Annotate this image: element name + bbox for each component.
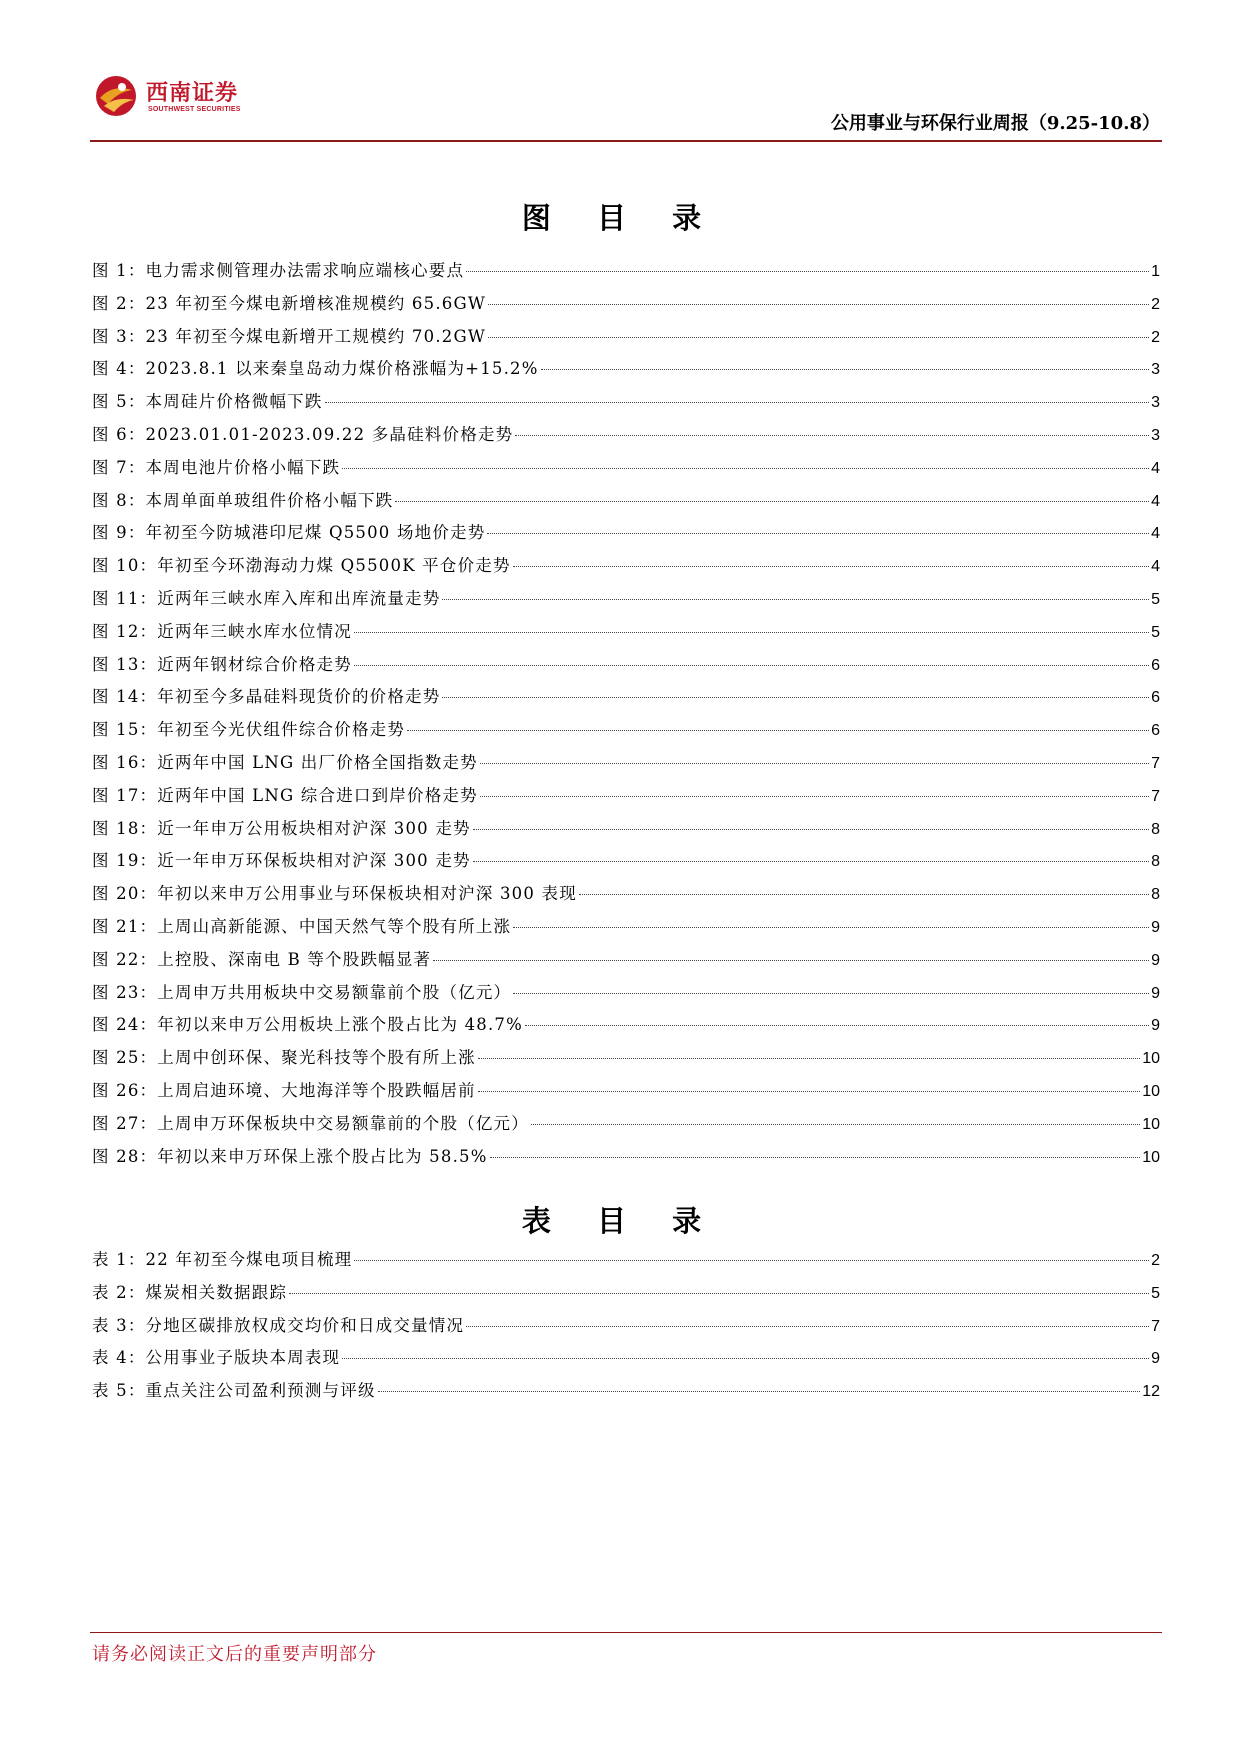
footer-notice: 请务必阅读正文后的重要声明部分	[92, 1644, 377, 1665]
figures-toc-entry[interactable]	[92, 452, 1160, 485]
toc-page-number[interactable]: 8	[1151, 853, 1160, 871]
toc-entry-label[interactable]: 表 5：重点关注公司盈利预测与评级	[92, 1381, 376, 1401]
toc-page-number[interactable]: 4	[1151, 558, 1160, 576]
header-divider	[90, 140, 1162, 142]
toc-leader-dots	[480, 762, 1149, 764]
toc-leader-dots	[480, 795, 1149, 797]
toc-leader-dots	[466, 1325, 1149, 1327]
toc-leader-dots	[466, 270, 1149, 272]
toc-page-number[interactable]: 8	[1151, 886, 1160, 904]
toc-entry-label[interactable]: 图 23：上周申万共用板块中交易额靠前个股（亿元）	[92, 982, 512, 1002]
toc-leader-dots	[488, 336, 1149, 338]
figures-toc-entry[interactable]	[92, 353, 1160, 386]
toc-page-number[interactable]: 7	[1151, 1317, 1160, 1335]
toc-leader-dots	[513, 926, 1149, 928]
toc-leader-dots	[515, 434, 1149, 436]
tables-toc-entry[interactable]	[92, 1277, 1160, 1310]
figures-toc-entry[interactable]	[92, 288, 1160, 321]
tables-toc-entry[interactable]	[92, 1244, 1160, 1277]
toc-entry-label[interactable]: 图 12：近两年三峡水库水位情况	[92, 621, 352, 641]
tables-toc-list	[92, 1244, 1160, 1408]
logo-chinese-name: 西南证券	[146, 80, 239, 106]
toc-leader-dots	[395, 500, 1149, 502]
toc-page-number[interactable]: 6	[1151, 656, 1160, 674]
figures-toc-entry[interactable]	[92, 1075, 1160, 1108]
tables-toc-entry[interactable]	[92, 1375, 1160, 1408]
footer-divider	[90, 1632, 1162, 1633]
toc-entry-label[interactable]: 图 11：近两年三峡水库入库和出库流量走势	[92, 588, 441, 608]
toc-leader-dots	[473, 860, 1149, 862]
toc-leader-dots	[490, 1156, 1141, 1158]
toc-entry-label[interactable]: 表 3：分地区碳排放权成交均价和日成交量情况	[92, 1315, 465, 1335]
toc-leader-dots	[478, 1057, 1140, 1059]
figures-toc-entry[interactable]	[92, 813, 1160, 846]
toc-entry-label[interactable]: 图 5：本周硅片价格微幅下跌	[92, 392, 323, 412]
toc-page-number[interactable]: 7	[1151, 787, 1160, 805]
toc-entry-label[interactable]: 表 2：煤炭相关数据跟踪	[92, 1282, 288, 1302]
toc-entry-label[interactable]: 图 1：电力需求侧管理办法需求响应端核心要点	[92, 261, 465, 280]
toc-entry-label[interactable]: 图 2：23 年初至今煤电新增核准规模约 65.6GW	[92, 293, 487, 313]
toc-leader-dots	[407, 729, 1149, 731]
toc-entry-label[interactable]: 表 4：公用事业子版块本周表现	[92, 1348, 341, 1368]
toc-page-number[interactable]: 2	[1151, 1252, 1160, 1269]
toc-page-number[interactable]: 4	[1151, 459, 1160, 477]
figures-toc-entry[interactable]	[92, 616, 1160, 649]
toc-entry-label[interactable]: 图 24：年初以来申万公用板块上涨个股占比为 48.7%	[92, 1015, 524, 1035]
toc-leader-dots	[442, 598, 1149, 600]
figures-toc-entry[interactable]	[92, 714, 1160, 747]
toc-entry-label[interactable]: 图 10：年初至今环渤海动力煤 Q5500K 平仓价走势	[92, 556, 511, 576]
toc-page-number[interactable]: 9	[1151, 1017, 1160, 1035]
toc-leader-dots	[289, 1292, 1149, 1294]
figures-toc-entry[interactable]	[92, 255, 1160, 288]
figures-toc-entry[interactable]	[92, 747, 1160, 780]
figures-toc-entry[interactable]	[92, 550, 1160, 583]
figures-toc-list	[92, 255, 1160, 1173]
toc-entry-label[interactable]: 图 4：2023.8.1 以来秦皇岛动力煤价格涨幅为+15.2%	[92, 359, 539, 379]
logo-emblem-icon	[94, 74, 138, 118]
toc-entry-label[interactable]: 图 3：23 年初至今煤电新增开工规模约 70.2GW	[92, 326, 487, 346]
figures-toc-entry[interactable]	[92, 517, 1160, 550]
toc-leader-dots	[354, 631, 1149, 633]
toc-page-number[interactable]: 3	[1151, 394, 1160, 412]
figures-toc-entry[interactable]	[92, 419, 1160, 452]
toc-leader-dots	[473, 828, 1149, 830]
toc-entry-label[interactable]: 图 19：近一年申万环保板块相对沪深 300 走势	[92, 851, 471, 871]
toc-page-number[interactable]: 12	[1142, 1383, 1160, 1401]
toc-page-number[interactable]: 5	[1151, 590, 1160, 608]
toc-page-number[interactable]: 3	[1151, 361, 1160, 379]
toc-leader-dots	[513, 565, 1149, 567]
tables-toc-entry[interactable]	[92, 1310, 1160, 1343]
toc-leader-dots	[513, 992, 1149, 994]
toc-leader-dots	[478, 1090, 1140, 1092]
toc-leader-dots	[378, 1390, 1141, 1392]
toc-leader-dots	[531, 1123, 1140, 1125]
toc-entry-label[interactable]: 图 20：年初以来申万公用事业与环保板块相对沪深 300 表现	[92, 884, 577, 904]
toc-entry-label[interactable]: 图 15：年初至今光伏组件综合价格走势	[92, 720, 406, 740]
toc-page-number[interactable]: 5	[1151, 623, 1160, 641]
figures-toc-entry[interactable]	[92, 977, 1160, 1010]
toc-entry-label[interactable]: 图 9：年初至今防城港印尼煤 Q5500 场地价走势	[92, 523, 486, 543]
figures-toc-entry[interactable]	[92, 386, 1160, 419]
toc-entry-label[interactable]: 图 27：上周申万环保板块中交易额靠前的个股（亿元）	[92, 1113, 529, 1133]
toc-page-number[interactable]: 4	[1151, 492, 1160, 510]
toc-leader-dots	[579, 893, 1149, 895]
toc-page-number[interactable]: 9	[1151, 918, 1160, 936]
toc-leader-dots	[488, 303, 1149, 305]
figures-toc-entry[interactable]	[92, 583, 1160, 616]
figures-toc-entry[interactable]	[92, 1141, 1160, 1174]
toc-page-number[interactable]: 2	[1151, 295, 1160, 313]
toc-entry-label[interactable]: 图 18：近一年申万公用板块相对沪深 300 走势	[92, 818, 471, 838]
toc-page-number[interactable]: 10	[1142, 1148, 1160, 1166]
page-header	[90, 70, 1162, 142]
toc-leader-dots	[541, 368, 1149, 370]
toc-page-number[interactable]: 10	[1142, 1082, 1160, 1100]
toc-page-number[interactable]: 9	[1151, 984, 1160, 1002]
toc-page-number[interactable]: 10	[1142, 1115, 1160, 1133]
toc-page-number[interactable]: 9	[1151, 951, 1160, 969]
toc-leader-dots	[342, 467, 1149, 469]
toc-page-number[interactable]: 1	[1151, 263, 1160, 280]
toc-page-number[interactable]: 3	[1151, 426, 1160, 444]
toc-entry-label[interactable]: 图 21：上周山高新能源、中国天然气等个股有所上涨	[92, 916, 512, 936]
company-logo	[94, 74, 264, 128]
toc-leader-dots	[487, 532, 1149, 534]
toc-leader-dots	[433, 959, 1149, 961]
toc-leader-dots	[525, 1024, 1149, 1026]
logo-english-name: SOUTHWEST SECURITIES	[148, 106, 241, 113]
toc-page-number[interactable]: 8	[1151, 820, 1160, 838]
toc-leader-dots	[442, 696, 1149, 698]
figures-toc-entry[interactable]	[92, 780, 1160, 813]
toc-entry-label[interactable]: 表 1：22 年初至今煤电项目梳理	[92, 1250, 353, 1269]
toc-leader-dots	[325, 401, 1150, 403]
figures-toc-entry[interactable]	[92, 1042, 1160, 1075]
toc-entry-label[interactable]: 图 28：年初以来申万环保上涨个股占比为 58.5%	[92, 1146, 488, 1166]
toc-page-number[interactable]: 10	[1142, 1050, 1160, 1068]
toc-entry-label[interactable]: 图 25：上周中创环保、聚光科技等个股有所上涨	[92, 1048, 476, 1068]
toc-page-number[interactable]: 6	[1151, 689, 1160, 707]
toc-leader-dots	[354, 1259, 1149, 1261]
toc-entry-label[interactable]: 图 7：本周电池片价格小幅下跌	[92, 457, 341, 477]
tables-toc-title: 表 目 录	[521, 1204, 720, 1238]
toc-entry-label[interactable]: 图 22：上控股、深南电 B 等个股跌幅显著	[92, 949, 432, 969]
figures-toc-entry[interactable]	[92, 878, 1160, 911]
toc-leader-dots	[354, 664, 1149, 666]
toc-entry-label[interactable]: 图 14：年初至今多晶硅料现货价的价格走势	[92, 687, 441, 707]
figures-toc-entry[interactable]	[92, 485, 1160, 518]
figures-toc-entry[interactable]	[92, 944, 1160, 977]
figures-toc-entry[interactable]	[92, 911, 1160, 944]
figures-toc-title: 图 目 录	[521, 201, 720, 235]
toc-entry-label[interactable]: 图 16：近两年中国 LNG 出厂价格全国指数走势	[92, 752, 478, 772]
toc-entry-label[interactable]: 图 13：近两年钢材综合价格走势	[92, 654, 352, 674]
figures-toc-entry[interactable]	[92, 649, 1160, 682]
toc-page-number[interactable]: 9	[1151, 1350, 1160, 1368]
toc-entry-label[interactable]: 图 26：上周启迪环境、大地海洋等个股跌幅居前	[92, 1080, 476, 1100]
tables-toc-entry[interactable]	[92, 1342, 1160, 1375]
toc-page-number[interactable]: 6	[1151, 722, 1160, 740]
toc-page-number[interactable]: 4	[1151, 525, 1160, 543]
figures-toc-entry[interactable]	[92, 321, 1160, 354]
toc-page-number[interactable]: 5	[1151, 1284, 1160, 1302]
report-title: 公用事业与环保行业周报（9.25-10.8）	[830, 113, 1160, 134]
toc-page-number[interactable]: 2	[1151, 328, 1160, 346]
figures-toc-entry[interactable]	[92, 1108, 1160, 1141]
toc-page-number[interactable]: 7	[1151, 754, 1160, 772]
toc-entry-label[interactable]: 图 8：本周单面单玻组件价格小幅下跌	[92, 490, 394, 510]
figures-toc-entry[interactable]	[92, 681, 1160, 714]
figures-toc-entry[interactable]	[92, 1009, 1160, 1042]
toc-leader-dots	[342, 1357, 1149, 1359]
toc-entry-label[interactable]: 图 17：近两年中国 LNG 综合进口到岸价格走势	[92, 785, 478, 805]
toc-entry-label[interactable]: 图 6：2023.01.01-2023.09.22 多晶硅料价格走势	[92, 424, 514, 444]
figures-toc-entry[interactable]	[92, 845, 1160, 878]
